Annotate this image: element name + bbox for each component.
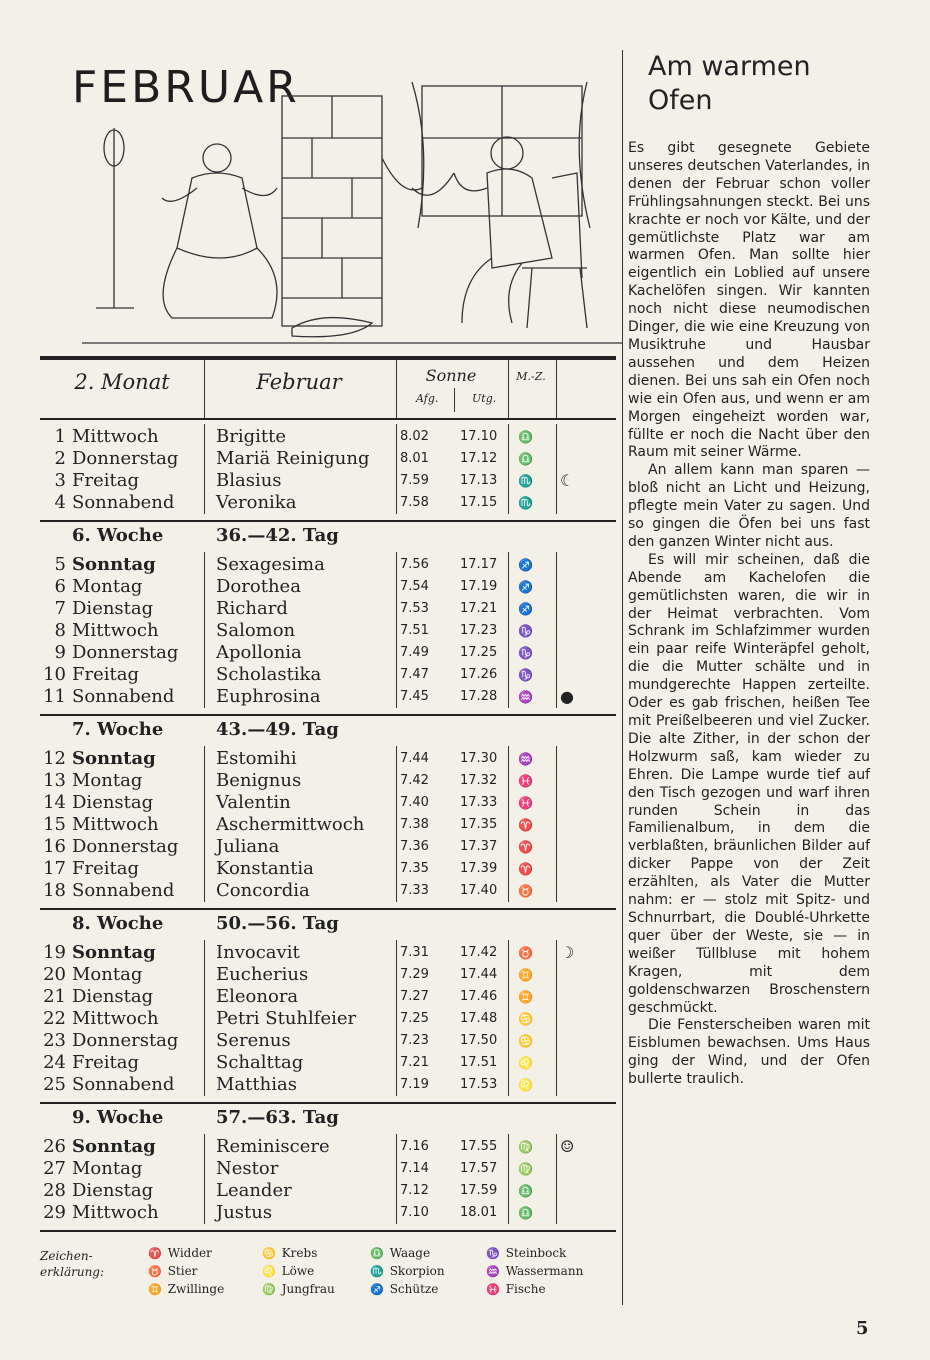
day-row [40,1052,616,1074]
month-title: FEBRUAR [72,62,300,113]
day-row [40,554,616,576]
day-number: 3 [54,470,66,491]
sunrise-time: 7.42 [400,773,429,788]
weekday-name: Mittwoch [72,814,159,835]
day-row [40,664,616,686]
weekday-name: Mittwoch [72,426,159,447]
legend-label: Skorpion [389,1264,445,1278]
zodiac-sign-icon: ♌ [518,1078,533,1092]
sunrise-time: 7.58 [400,495,429,510]
weekday-name: Montag [72,1158,143,1179]
sunset-time: 17.51 [460,1055,498,1070]
sunset-time: 17.19 [460,579,498,594]
sunrise-time: 7.53 [400,601,429,616]
zodiac-legend [40,1246,620,1306]
legend-item [370,1264,445,1278]
sunset-time: 17.23 [460,623,498,638]
zodiac-sign-icon: ♊ [148,1283,162,1296]
legend-item [486,1264,583,1278]
legend-item [148,1264,197,1278]
day-number: 9 [54,642,66,663]
day-row [40,792,616,814]
sunset-time: 17.46 [460,989,498,1004]
sunset-time: 17.26 [460,667,498,682]
sunset-time: 17.15 [460,495,498,510]
sunrise-time: 8.01 [400,451,429,466]
weekday-name: Donnerstag [72,1030,179,1051]
zodiac-sign-icon: ♎ [518,430,533,444]
sunset-time: 17.55 [460,1139,498,1154]
sunset-time: 17.10 [460,429,498,444]
day-row [40,576,616,598]
sunrise-time: 7.35 [400,861,429,876]
week-row [40,520,616,548]
day-row [40,1030,616,1052]
day-number: 11 [43,686,66,707]
day-number: 4 [54,492,66,513]
day-row [40,748,616,770]
article-paragraph: Es gibt gesegnete Gebiete unseres deutschen Vaterlandes, in denen der Februar schon voller Frühlingsahnungen steckt. Bei uns krachte er noch vor Kälte, und der gemütlichste Platz war am warmen Ofen. Man sollte hier eigentlich ein Loblied auf unsere Kachelöfen singen. Wir kannten noch nicht diese neumodischen Dinger, die wie eine Kreuzung von Musiktruhe und Hausbar aussehen und dem Heizen dienen. Bei uns sah ein Ofen noch wie ein Ofen aus, und wenn er am Morgen eingeheizt worden war, füllte er noch die Nacht über den Raum mit seiner Wärme. [628,140,870,461]
sunrise-time: 7.31 [400,945,429,960]
legend-label: Krebs [281,1246,318,1260]
day-number: 20 [43,964,66,985]
weekday-name: Mittwoch [72,620,159,641]
weekday-name: Dienstag [72,986,154,1007]
zodiac-sign-icon: ♑ [518,668,533,682]
day-number: 1 [54,426,66,447]
sunset-time: 17.48 [460,1011,498,1026]
sunrise-time: 7.49 [400,645,429,660]
day-row [40,598,616,620]
sunset-time: 17.44 [460,967,498,982]
week-label: 9. Woche [72,1107,164,1128]
zodiac-sign-icon: ♑ [518,646,533,660]
zodiac-sign-icon: ♋ [518,1012,533,1026]
day-row [40,814,616,836]
day-row [40,426,616,448]
sunset-time: 17.12 [460,451,498,466]
weekday-name: Sonnabend [72,880,175,901]
sunrise-time: 7.56 [400,557,429,572]
sunrise-time: 7.51 [400,623,429,638]
calendar-body [40,420,616,1230]
day-number: 12 [43,748,66,769]
legend-label: Steinbock [505,1246,567,1260]
day-row [40,1136,616,1158]
sunset-time: 17.17 [460,557,498,572]
page-number: 5 [856,1318,869,1339]
saint-name: Richard [216,598,288,619]
day-block [40,742,616,908]
article-title: Am warmen Ofen [648,51,811,116]
month-name-header: Februar [256,370,342,394]
article-body [628,140,870,1089]
saint-name: Nestor [216,1158,279,1179]
zodiac-sign-icon: ♒ [518,752,533,766]
day-number: 2 [54,448,66,469]
legend-label: Schütze [389,1282,439,1296]
legend-item [370,1282,438,1296]
zodiac-sign-icon: ♍ [518,1140,533,1154]
saint-name: Petri Stuhlfeier [216,1008,357,1029]
saint-name: Konstantia [216,858,314,879]
sunset-time: 17.37 [460,839,498,854]
moon-phase-icon: ☽ [560,943,575,962]
zodiac-sign-icon: ♍ [262,1283,276,1296]
saint-name: Estomihi [216,748,297,769]
legend-title: Zeichen-erklärung: [40,1249,105,1279]
legend-item [370,1246,430,1260]
day-row [40,858,616,880]
day-row [40,1074,616,1096]
day-block [40,1130,616,1230]
zodiac-sign-icon: ♓ [486,1283,500,1296]
sunrise-time: 7.16 [400,1139,429,1154]
legend-label: Waage [389,1246,431,1260]
zodiac-sign-icon: ♉ [518,946,533,960]
zodiac-sign-icon: ♎ [518,1206,533,1220]
day-row [40,880,616,902]
week-day-range: 43.—49. Tag [216,719,339,740]
sunrise-time: 7.25 [400,1011,429,1026]
sunrise-time: 7.44 [400,751,429,766]
saint-name: Euphrosina [216,686,321,707]
weekday-name: Sonnabend [72,686,175,707]
sunset-time: 18.01 [460,1205,498,1220]
zodiac-sign-icon: ♈ [518,862,533,876]
sunset-time: 17.59 [460,1183,498,1198]
day-number: 5 [54,554,66,575]
sunrise-time: 7.21 [400,1055,429,1070]
zodiac-sign-icon: ♌ [262,1265,276,1278]
legend-item [262,1264,314,1278]
day-row [40,470,616,492]
zodiac-sign-icon: ♋ [262,1247,276,1260]
zodiac-sign-icon: ♏ [518,496,533,510]
day-row [40,1202,616,1224]
week-label: 7. Woche [72,719,164,740]
sunrise-time: 7.47 [400,667,429,682]
weekday-name: Mittwoch [72,1008,159,1029]
week-day-range: 50.—56. Tag [216,913,339,934]
sunrise-time: 7.59 [400,473,429,488]
sunrise-time: 8.02 [400,429,429,444]
legend-item [262,1246,317,1260]
week-label: 8. Woche [72,913,164,934]
day-row [40,770,616,792]
legend-item [486,1246,566,1260]
zodiac-sign-icon: ♊ [518,990,533,1004]
zodiac-sign-icon: ♎ [518,1184,533,1198]
moon-phase-icon: ☺ [560,1137,575,1156]
weekday-name: Donnerstag [72,642,179,663]
day-number: 29 [43,1202,66,1223]
day-row [40,1158,616,1180]
weekday-name: Dienstag [72,1180,154,1201]
sunset-time: 17.32 [460,773,498,788]
sunrise-time: 7.14 [400,1161,429,1176]
saint-name: Benignus [216,770,302,791]
day-block [40,936,616,1102]
sunset-time: 17.53 [460,1077,498,1092]
saint-name: Blasius [216,470,282,491]
day-number: 22 [43,1008,66,1029]
legend-label: Stier [167,1264,198,1278]
zodiac-sign-icon: ♑ [518,624,533,638]
day-number: 10 [43,664,66,685]
day-number: 21 [43,986,66,1007]
day-number: 16 [43,836,66,857]
sunset-time: 17.39 [460,861,498,876]
sunrise-time: 7.33 [400,883,429,898]
zodiac-sign-icon: ♉ [148,1265,162,1278]
weekday-name: Montag [72,964,143,985]
sunrise-time: 7.36 [400,839,429,854]
day-number: 14 [43,792,66,813]
zodiac-sign-icon: ♐ [518,602,533,616]
zodiac-sign-icon: ♎ [518,452,533,466]
saint-name: Dorothea [216,576,301,597]
day-number: 27 [43,1158,66,1179]
day-row [40,836,616,858]
sunset-time: 17.13 [460,473,498,488]
calendar-header [40,356,616,420]
week-row [40,908,616,936]
weekday-name: Dienstag [72,792,154,813]
week-day-range: 36.—42. Tag [216,525,339,546]
weekday-name: Sonntag [72,554,156,575]
sunset-time: 17.28 [460,689,498,704]
day-number: 6 [54,576,66,597]
saint-name: Leander [216,1180,292,1201]
sun-header: Sonne [425,366,477,385]
zodiac-sign-icon: ♒ [486,1265,500,1278]
day-number: 23 [43,1030,66,1051]
legend-label: Löwe [281,1264,315,1278]
saint-name: Valentin [216,792,291,813]
sunset-header: Utg. [472,392,497,405]
zodiac-sign-icon: ♊ [518,968,533,982]
legend-label: Wassermann [505,1264,584,1278]
day-number: 17 [43,858,66,879]
day-number: 18 [43,880,66,901]
week-row [40,714,616,742]
zodiac-sign-icon: ♈ [518,818,533,832]
legend-item [262,1282,335,1296]
day-row [40,1008,616,1030]
zodiac-sign-icon: ♒ [518,690,533,704]
weekday-name: Freitag [72,1052,139,1073]
legend-label: Zwillinge [167,1282,225,1296]
saint-name: Eleonora [216,986,299,1007]
zodiac-sign-icon: ♏ [518,474,533,488]
day-number: 7 [54,598,66,619]
zodiac-sign-icon: ♉ [518,884,533,898]
saint-name: Mariä Reinigung [216,448,370,469]
zodiac-sign-icon: ♋ [518,1034,533,1048]
sunset-time: 17.33 [460,795,498,810]
sunset-time: 17.42 [460,945,498,960]
legend-label: Widder [167,1246,212,1260]
sunrise-time: 7.23 [400,1033,429,1048]
zodiac-sign-icon: ♍ [518,1162,533,1176]
day-number: 25 [43,1074,66,1095]
zodiac-sign-icon: ♐ [370,1283,384,1296]
weekday-name: Sonntag [72,1136,156,1157]
saint-name: Aschermittwoch [216,814,365,835]
sunrise-time: 7.40 [400,795,429,810]
day-row [40,964,616,986]
sunrise-time: 7.12 [400,1183,429,1198]
day-number: 15 [43,814,66,835]
legend-item [148,1246,212,1260]
saint-name: Juliana [216,836,280,857]
article-paragraph: Es will mir scheinen, daß die Abende am Kachelofen die gemütlichsten waren, die wir in der Heimat verbrachten. Vom Schrank im Schlafzimmer wurden ein paar reife Winteräpfel geholt, die die Mutter schälte und in mundgerechte Happen zerteilte. Oder es gab frischen, heißen Tee mit Preißelbeeren und viel Zucker. Die alte Zither, in der schon der Holzwurm saß, kam wieder zu Ehren. Die Lampe wurde tief auf den Tisch gezogen und warf ihren runden Schein in das Familienalbum, in dem die verblaßten, bräunlichen Bilder auf dicker Pappe von der Zeit erzählten, als Vater die Mutter nahm: er — stolz mit Spitz- und Schnurrbart, die Doublé-Uhrkette quer über der Weste, sie — in weißer Tüllbluse mit hohem Kragen, mit dem goldenschwarzen Broschenstern geschmückt. [628,551,870,1016]
day-row [40,1180,616,1202]
sunrise-time: 7.27 [400,989,429,1004]
weekday-name: Montag [72,770,143,791]
sunset-time: 17.30 [460,751,498,766]
saint-name: Justus [216,1202,273,1223]
calendar-table [40,356,616,1232]
day-row [40,986,616,1008]
weekday-name: Freitag [72,664,139,685]
week-label: 6. Woche [72,525,164,546]
zodiac-sign-icon: ♈ [148,1247,162,1260]
saint-name: Concordia [216,880,310,901]
week-day-range: 57.—63. Tag [216,1107,339,1128]
saint-name: Invocavit [216,942,300,963]
legend-label: Jungfrau [281,1282,335,1296]
week-row [40,1102,616,1130]
sunrise-header: Afg. [416,392,439,405]
saint-name: Schalttag [216,1052,304,1073]
sunset-time: 17.35 [460,817,498,832]
sunset-time: 17.50 [460,1033,498,1048]
sunrise-time: 7.45 [400,689,429,704]
weekday-name: Dienstag [72,598,154,619]
zodiac-sign-icon: ♓ [518,796,533,810]
weekday-name: Sonnabend [72,492,175,513]
legend-label: Fische [505,1282,546,1296]
zodiac-sign-icon: ♐ [518,558,533,572]
weekday-name: Freitag [72,470,139,491]
zodiac-sign-icon: ♑ [486,1247,500,1260]
moon-phase-icon: ● [560,687,574,706]
month-number-header: 2. Monat [74,370,170,394]
side-article [628,50,870,1089]
sunset-time: 17.57 [460,1161,498,1176]
day-number: 13 [43,770,66,791]
day-row [40,620,616,642]
day-row [40,492,616,514]
article-paragraph: An allem kann man sparen — bloß nicht an Licht und Heizung, pflegte mein Vater zu sagen. Und so gingen die Öfen bei uns fast den ganzen Winter nicht aus. [628,462,870,550]
day-row [40,686,616,708]
sunset-time: 17.25 [460,645,498,660]
column-divider [622,50,623,1305]
day-row [40,448,616,470]
saint-name: Sexagesima [216,554,325,575]
day-row [40,642,616,664]
saint-name: Apollonia [216,642,302,663]
weekday-name: Sonntag [72,748,156,769]
day-number: 24 [43,1052,66,1073]
sunrise-time: 7.19 [400,1077,429,1092]
zodiac-sign-icon: ♈ [518,840,533,854]
saint-name: Scholastika [216,664,322,685]
article-paragraph: Die Fensterscheiben waren mit Eisblumen bewachsen. Ums Haus ging der Wind, und der Ofen bullerte traulich. [628,1017,870,1088]
sunrise-time: 7.10 [400,1205,429,1220]
day-block [40,548,616,714]
sunrise-time: 7.29 [400,967,429,982]
weekday-name: Sonnabend [72,1074,175,1095]
day-number: 8 [54,620,66,641]
weekday-name: Freitag [72,858,139,879]
sunset-time: 17.21 [460,601,498,616]
illustration-spinning-scene [82,78,622,358]
zodiac-sign-icon: ♐ [518,580,533,594]
day-row [40,942,616,964]
zodiac-sign-icon: ♌ [518,1056,533,1070]
weekday-name: Sonntag [72,942,156,963]
saint-name: Reminiscere [216,1136,330,1157]
legend-item [148,1282,224,1296]
saint-name: Matthias [216,1074,297,1095]
sunrise-time: 7.54 [400,579,429,594]
saint-name: Serenus [216,1030,291,1051]
saint-name: Veronika [216,492,297,513]
moon-phase-icon: ☾ [560,471,575,490]
sunset-time: 17.40 [460,883,498,898]
saint-name: Brigitte [216,426,286,447]
day-number: 19 [43,942,66,963]
saint-name: Eucherius [216,964,309,985]
weekday-name: Donnerstag [72,448,179,469]
weekday-name: Donnerstag [72,836,179,857]
saint-name: Salomon [216,620,296,641]
zodiac-sign-icon: ♏ [370,1265,384,1278]
weekday-name: Mittwoch [72,1202,159,1223]
zodiac-sign-icon: ♎ [370,1247,384,1260]
sunrise-time: 7.38 [400,817,429,832]
weekday-name: Montag [72,576,143,597]
moon-zodiac-header: M.-Z. [516,370,546,383]
day-number: 28 [43,1180,66,1201]
legend-item [486,1282,546,1296]
day-block [40,420,616,520]
zodiac-sign-icon: ♓ [518,774,533,788]
day-number: 26 [43,1136,66,1157]
